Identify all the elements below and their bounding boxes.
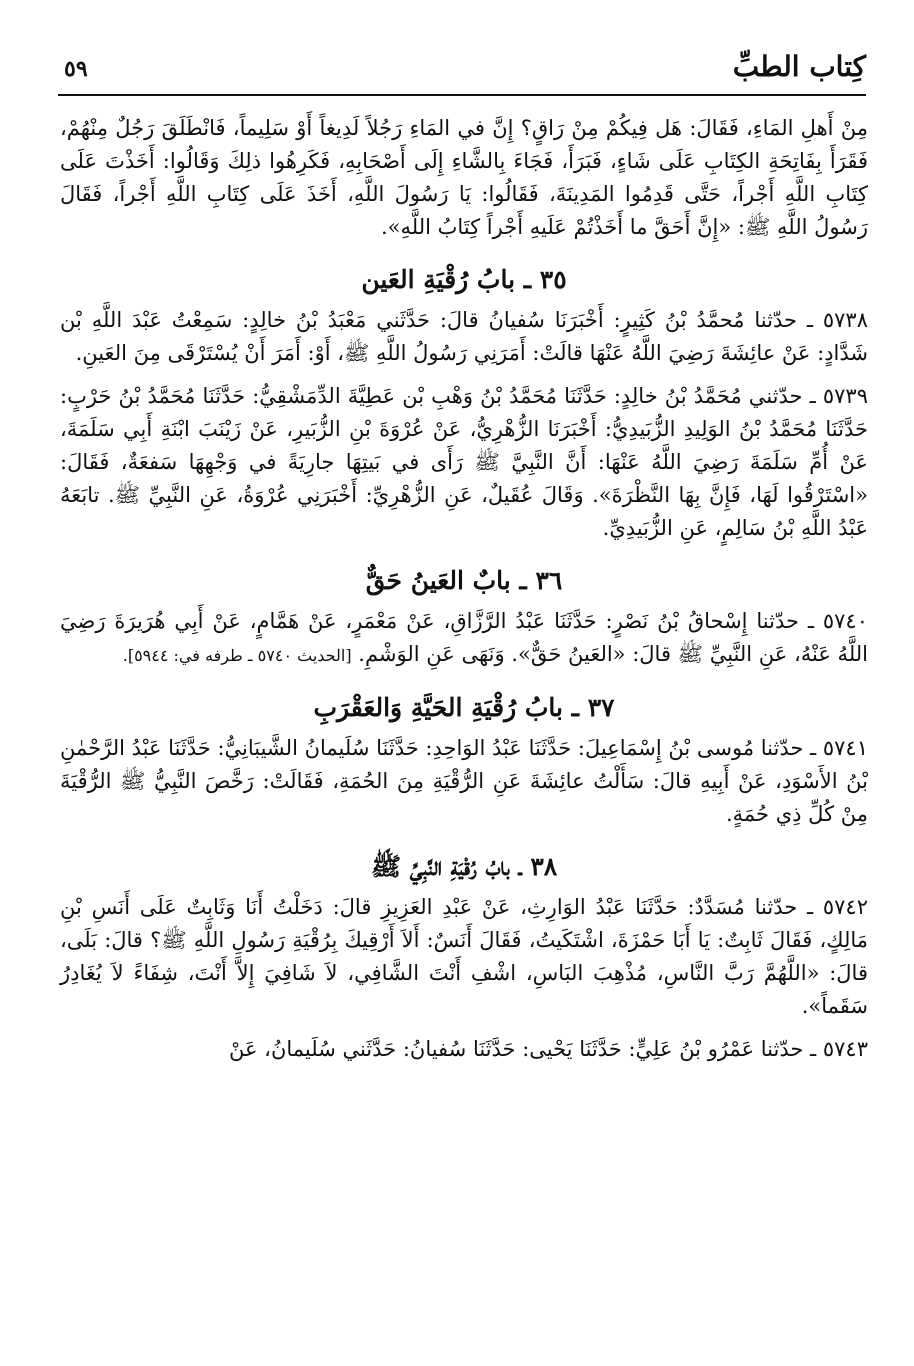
chapter-heading-37: ٣٧ ـ بابُ رُقْيَةِ الحَيَّةِ وَالعَقْرَبِ	[313, 693, 615, 722]
page-header	[58, 44, 866, 96]
hadith-5742: ٥٧٤٢ ـ حدّثنا مُسَدَّدٌ: حَدَّثَنَا عَبْدُ الوَارِثِ، عَنْ عَبْدِ العَزِيزِ قالَ: دَخَلْتُ أَنَا وَثَابِتٌ عَلَى أَنَسِ بْنِ مَالِكٍ، فَقَالَ ثَابِتٌ: يَا أَبَا حَمْزَةَ، اشْتَكَيتُ، فَقَالَ أَنَسٌ: أَلاَ أَرْقِيكَ بِرُقْيَةِ رَسُولِ اللَّهِ ﷺ؟ قالَ: بَلَى، قالَ: «اللَّهُمَّ رَبَّ النَّاسِ، مُذْهِبَ البَاسِ، اشْفِ أَنْتَ الشَّافِي، لاَ شَافِيَ إِلاَّ أَنْتَ، شِفَاءً لاَ يُغَادِرُ سَقَماً».	[60, 895, 868, 1018]
chapter-heading-36: ٣٦ ـ بابٌ العَينُ حَقٌّ	[365, 566, 563, 595]
hadith-5740-reference: [الحديث ٥٧٤٠ ـ طرفه في: ٥٩٤٤].	[122, 646, 352, 665]
page-number: ٥٩	[64, 56, 88, 82]
page-body	[60, 112, 868, 1066]
hadith-5741: ٥٧٤١ ـ حدّثنا مُوسى بْنُ إِسْمَاعِيلَ: حَدَّثَنَا عَبْدُ الوَاحِدِ: حَدَّثَنَا سُلَيمانُ الشَّيبَانِيُّ: حَدَّثَنَا عَبْدُ الرَّحْمٰنِ بْنُ الأَسْوَدِ، عَنْ أَبِيهِ قالَ: سَأَلْتُ عائِشَةَ عَنِ الرُّقْيَةِ مِنَ الحُمَةِ، فَقَالَتْ: رَخَّصَ النَّبِيُّ ﷺ الرُّقْيَةَ مِنْ كُلِّ ذِي حُمَةٍ.	[60, 736, 868, 826]
hadith-5739: ٥٧٣٩ ـ حدّثني مُحَمَّدُ بْنُ خالِدٍ: حَدَّثَنَا مُحَمَّدُ بْنُ وَهْبِ بْن عَطِيَّةَ الدِّمَشْقِيُّ: حَدَّثَنَا مُحَمَّدُ بْنُ حَرْبٍ: حَدَّثَنَا مُحَمَّدُ بْنُ الوَلِيدِ الزُّبَيدِيُّ: أَخْبَرَنَا الزُّهْرِيُّ، عَنْ عُرْوَةَ بْنِ الزُّبَيرِ، عَنْ زَيْنَبَ ابْنَةِ أَبِي سَلَمَةَ، عَنْ أُمِّ سَلَمَةَ رَضِيَ اللَّهُ عَنْهَا: أَنَّ النَّبِيَّ ﷺ رَأَى في بَيتِهَا جارِيَةً في وَجْهِهَا سَفعَةٌ، فَقَالَ: «اسْتَرْقُوا لَهَا، فَإِنَّ بِهَا النَّظْرَةَ». وَقَالَ عُقَيلٌ، عَنِ الزُّهْرِيِّ: أَخْبَرَنِي عُرْوَةُ، عَنِ النَّبِيِّ ﷺ. تابَعَهُ عَبْدُ اللَّهِ بْنُ سَالِمٍ، عَنِ الزُّبَيدِيِّ.	[60, 384, 868, 540]
chapter-heading-35: ٣٥ ـ بابُ رُقْيَةِ العَين	[361, 265, 567, 294]
hadith-5743: ٥٧٤٣ ـ حدّثنا عَمْرُو بْنُ عَلِيٍّ: حَدَّثَنَا يَحْيى: حَدَّثَنَا سُفيانُ: حَدَّثَني سُلَيمانُ، عَنْ	[228, 1037, 868, 1061]
hadith-5740	[60, 605, 868, 672]
book-title: كِتاب الطبِّ	[732, 50, 866, 83]
hadith-5740-text: ٥٧٤٠ ـ حدّثنا إِسْحاقُ بْنُ نَصْرٍ: حَدَّثَنَا عَبْدُ الرَّزَّاقِ، عَنْ مَعْمَرٍ، عَنْ هَمَّامٍ، عَنْ أَبِي هُرَيرَةَ رَضِيَ اللَّهُ عَنْهُ، عَنِ النَّبِيِّ ﷺ قالَ: «العَينُ حَقٌّ». وَنَهَى عَنِ الوَشْمِ.	[60, 609, 868, 666]
hadith-5738: ٥٧٣٨ ـ حدّثنا مُحمَّدُ بْنُ كَثِيرٍ: أَخْبَرَنَا سُفيانُ قالَ: حَدَّثَني مَعْبَدُ بْنُ خالِدٍ: سَمِعْتُ عَبْدَ اللَّهِ بْن شَدَّادٍ: عَنْ عائِشَةَ رَضِيَ اللَّهُ عَنْهَا قالَتْ: أَمَرَنِي رَسُولُ اللَّهِ ﷺ، أَوْ: أَمَرَ أَنْ يُسْتَرْقَى مِنَ العَينِ.	[60, 308, 868, 365]
chapter-heading-38: ٣٨ ـ بابُ رُقْيَةِ النَّبِيِّ ﷺ	[370, 852, 558, 881]
header-rule	[58, 94, 866, 96]
paragraph-continued: مِنْ أَهلِ المَاءِ، فَقَالَ: هَل فِيكُمْ مِنْ رَاقٍ؟ إِنَّ في المَاءِ رَجُلاً لَدِيغاً أَوْ سَلِيماً، فَانْطَلَقَ رَجُلٌ مِنْهُمْ، فَقَرَأَ بِفَاتِحَةِ الكِتَابِ عَلَى شَاءٍ، فَبَرَأَ، فَجَاءَ بِالشَّاءِ إِلَى أَصْحَابِهِ، فَكَرِهُوا ذلِكَ وَقَالُوا: أَخَذْتَ عَلَى كِتَابِ اللَّهِ أَجْراً، حَتَّى قَدِمُوا المَدِينَةَ، فَقَالُوا: يَا رَسُولَ اللَّهِ، أَخَذَ عَلَى كِتَابِ اللَّهِ أَجْراً، فَقَالَ رَسُولُ اللَّهِ ﷺ: «إِنَّ أَحَقَّ ما أَخَذْتُمْ عَلَيهِ أَجْراً كِتَابُ اللَّهِ».	[60, 116, 868, 239]
